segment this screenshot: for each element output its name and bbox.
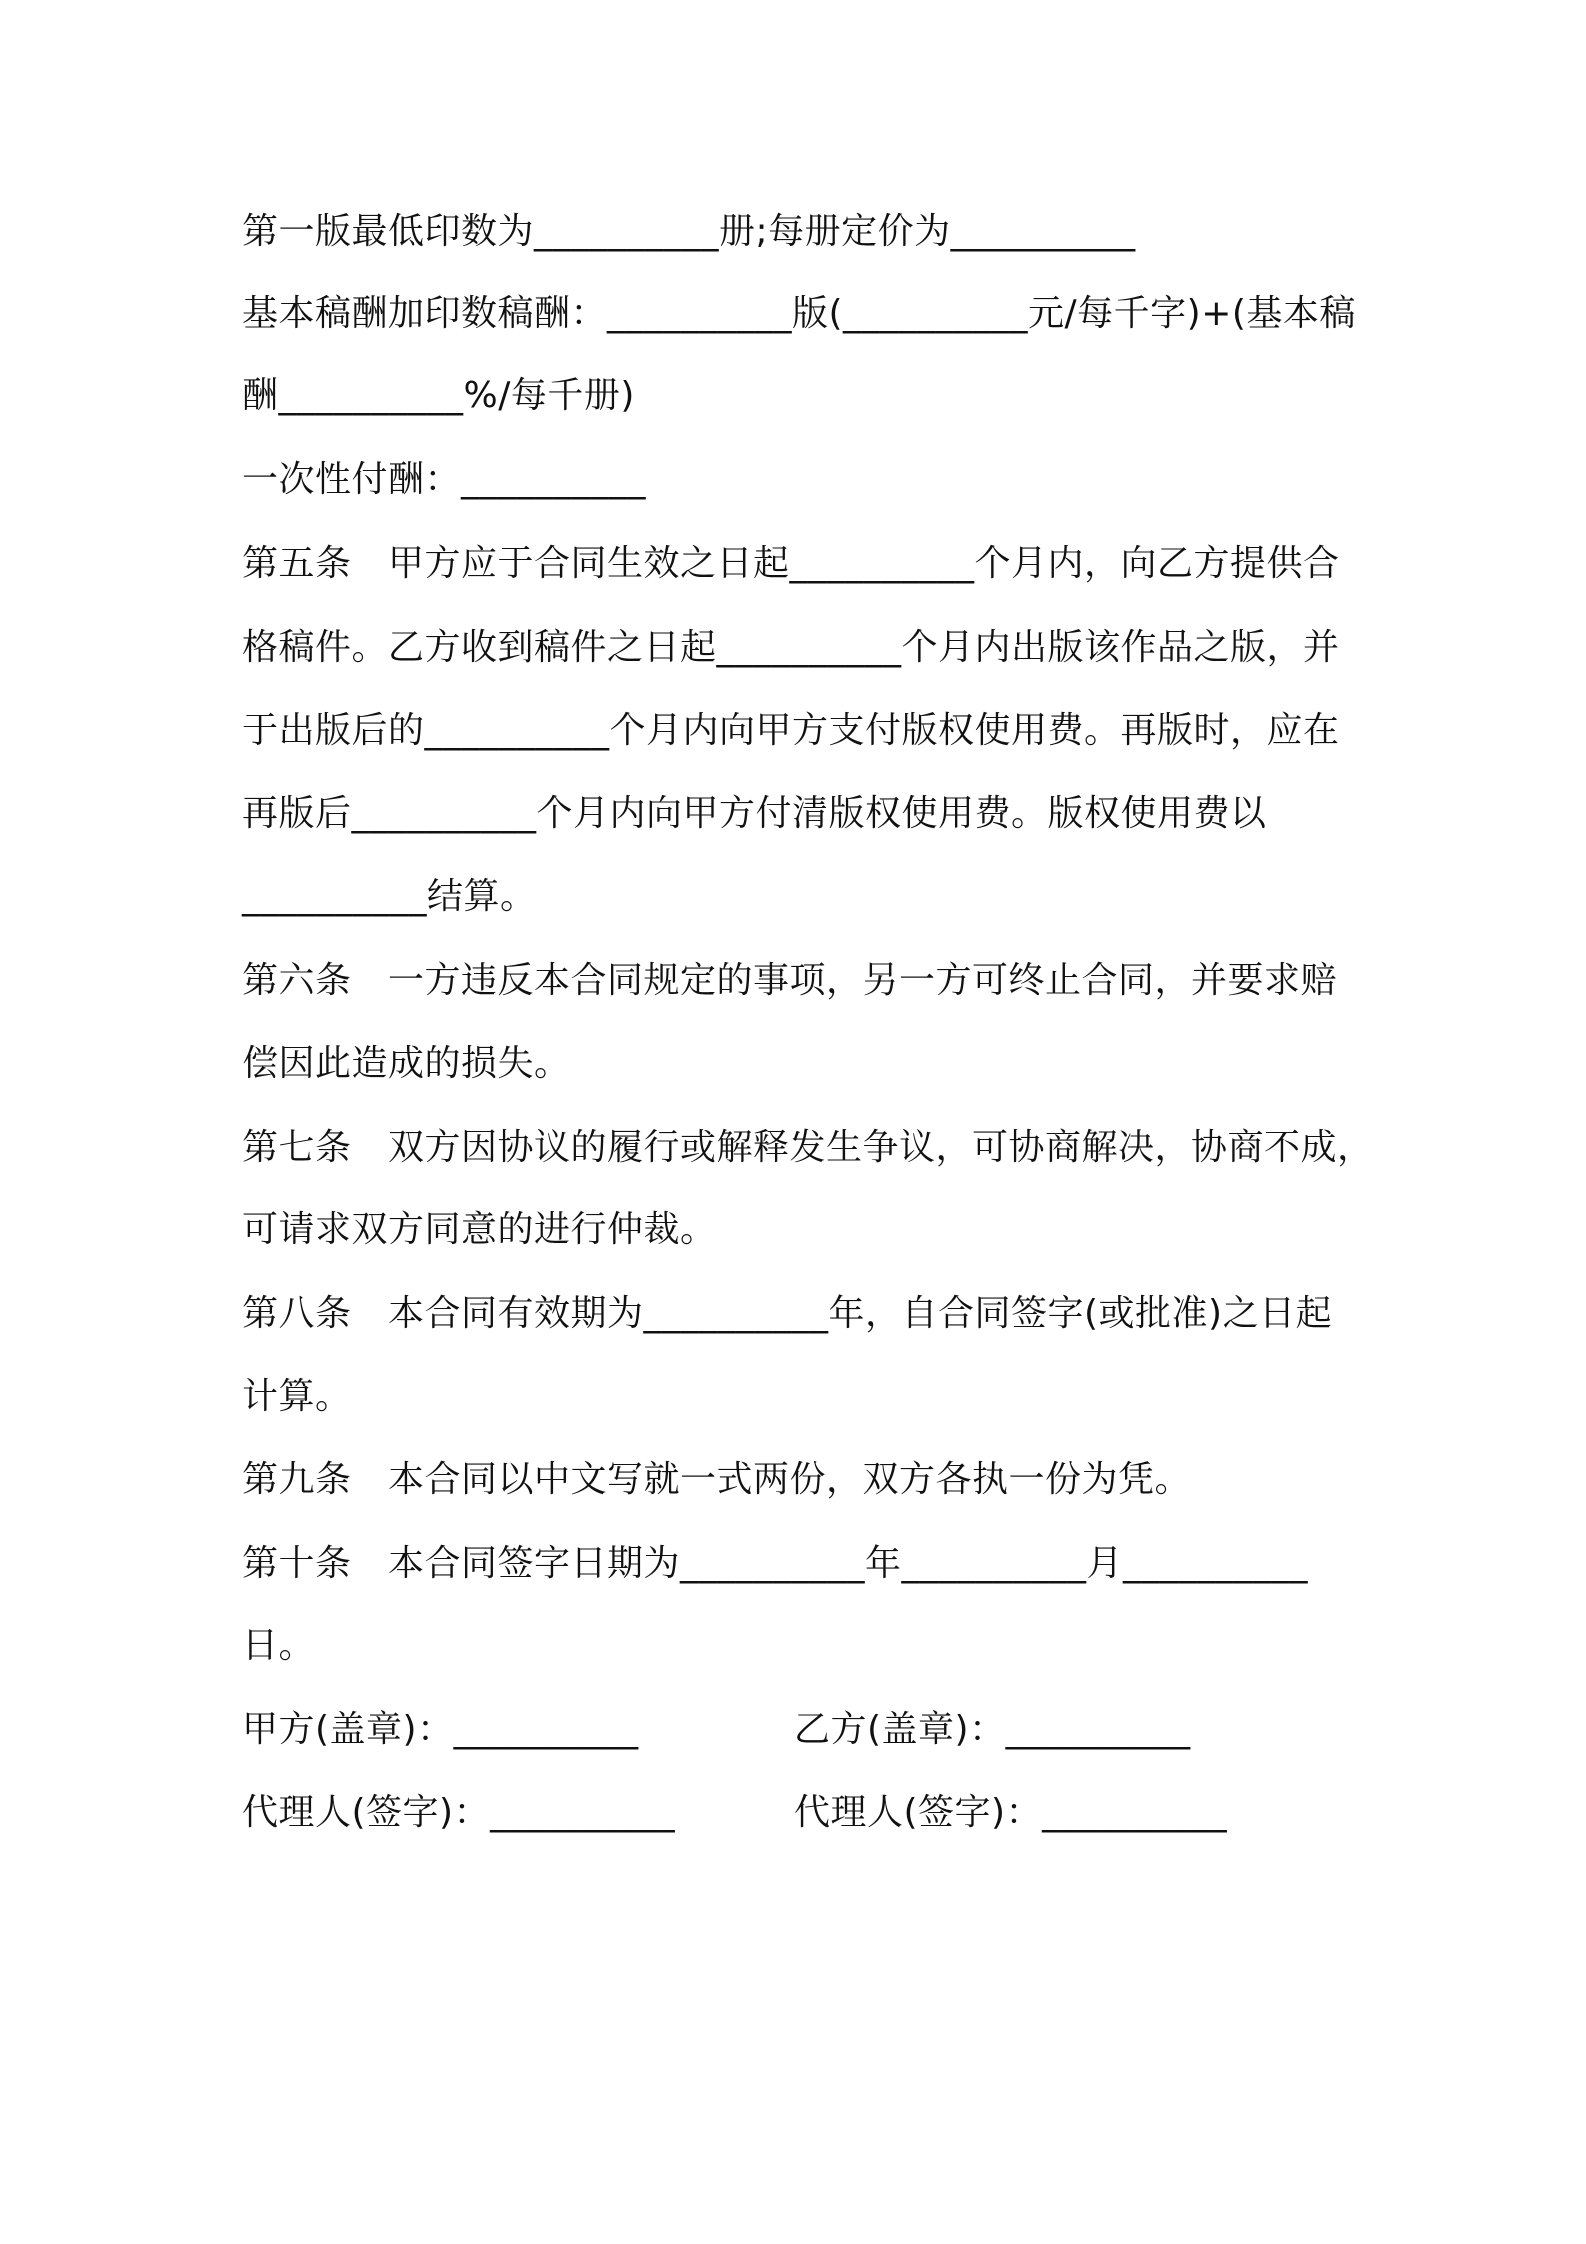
print-run-line: 第一版最低印数为__________册;每册定价为__________ xyxy=(242,211,1136,252)
article-5-line-5: __________结算。 xyxy=(242,876,537,917)
seal-row xyxy=(242,1706,1362,1754)
article-8-line-2: 计算。 xyxy=(242,1376,352,1417)
article-6-line-1: 第六条 一方违反本合同规定的事项，另一方可终止合同，并要求赔 xyxy=(242,960,1338,1001)
royalty-formula-line-cont: 酬__________%/每千册) xyxy=(242,375,635,416)
article-10-line-1: 第十条 本合同签字日期为__________年__________月__________ xyxy=(242,1543,1309,1584)
article-9-line: 第九条 本合同以中文写就一式两份，双方各执一份为凭。 xyxy=(242,1459,1192,1500)
article-7-line-2: 可请求双方同意的进行仲裁。 xyxy=(242,1209,717,1250)
article-6-line-2: 偿因此造成的损失。 xyxy=(242,1043,571,1084)
article-7-line-1: 第七条 双方因协议的履行或解释发生争议，可协商解决，协商不成， xyxy=(242,1127,1374,1168)
agent-row xyxy=(242,1789,1362,1837)
lump-sum-line: 一次性付酬：__________ xyxy=(242,459,647,500)
article-5-line-4: 再版后__________个月内向甲方付清版权使用费。版权使用费以 xyxy=(242,793,1267,834)
party-a-seal: 甲方(盖章)：__________ xyxy=(242,1709,639,1750)
party-a-agent: 代理人(签字)：__________ xyxy=(242,1792,676,1833)
article-5-line-3: 于出版后的__________个月内向甲方支付版权使用费。再版时，应在 xyxy=(242,710,1340,751)
royalty-formula-line: 基本稿酬加印数稿酬：__________版(__________元/每千字)+(基本稿 xyxy=(242,293,1356,334)
party-b-agent: 代理人(签字)：__________ xyxy=(794,1792,1228,1833)
party-b-seal: 乙方(盖章)：__________ xyxy=(794,1709,1191,1750)
article-8-line-1: 第八条 本合同有效期为__________年，自合同签字(或批准)之日起 xyxy=(242,1293,1333,1334)
article-5-line-2: 格稿件。乙方收到稿件之日起__________个月内出版该作品之版，并 xyxy=(242,627,1340,668)
article-10-line-2: 日。 xyxy=(242,1625,316,1666)
article-5-line-1: 第五条 甲方应于合同生效之日起__________个月内，向乙方提供合 xyxy=(242,543,1340,584)
